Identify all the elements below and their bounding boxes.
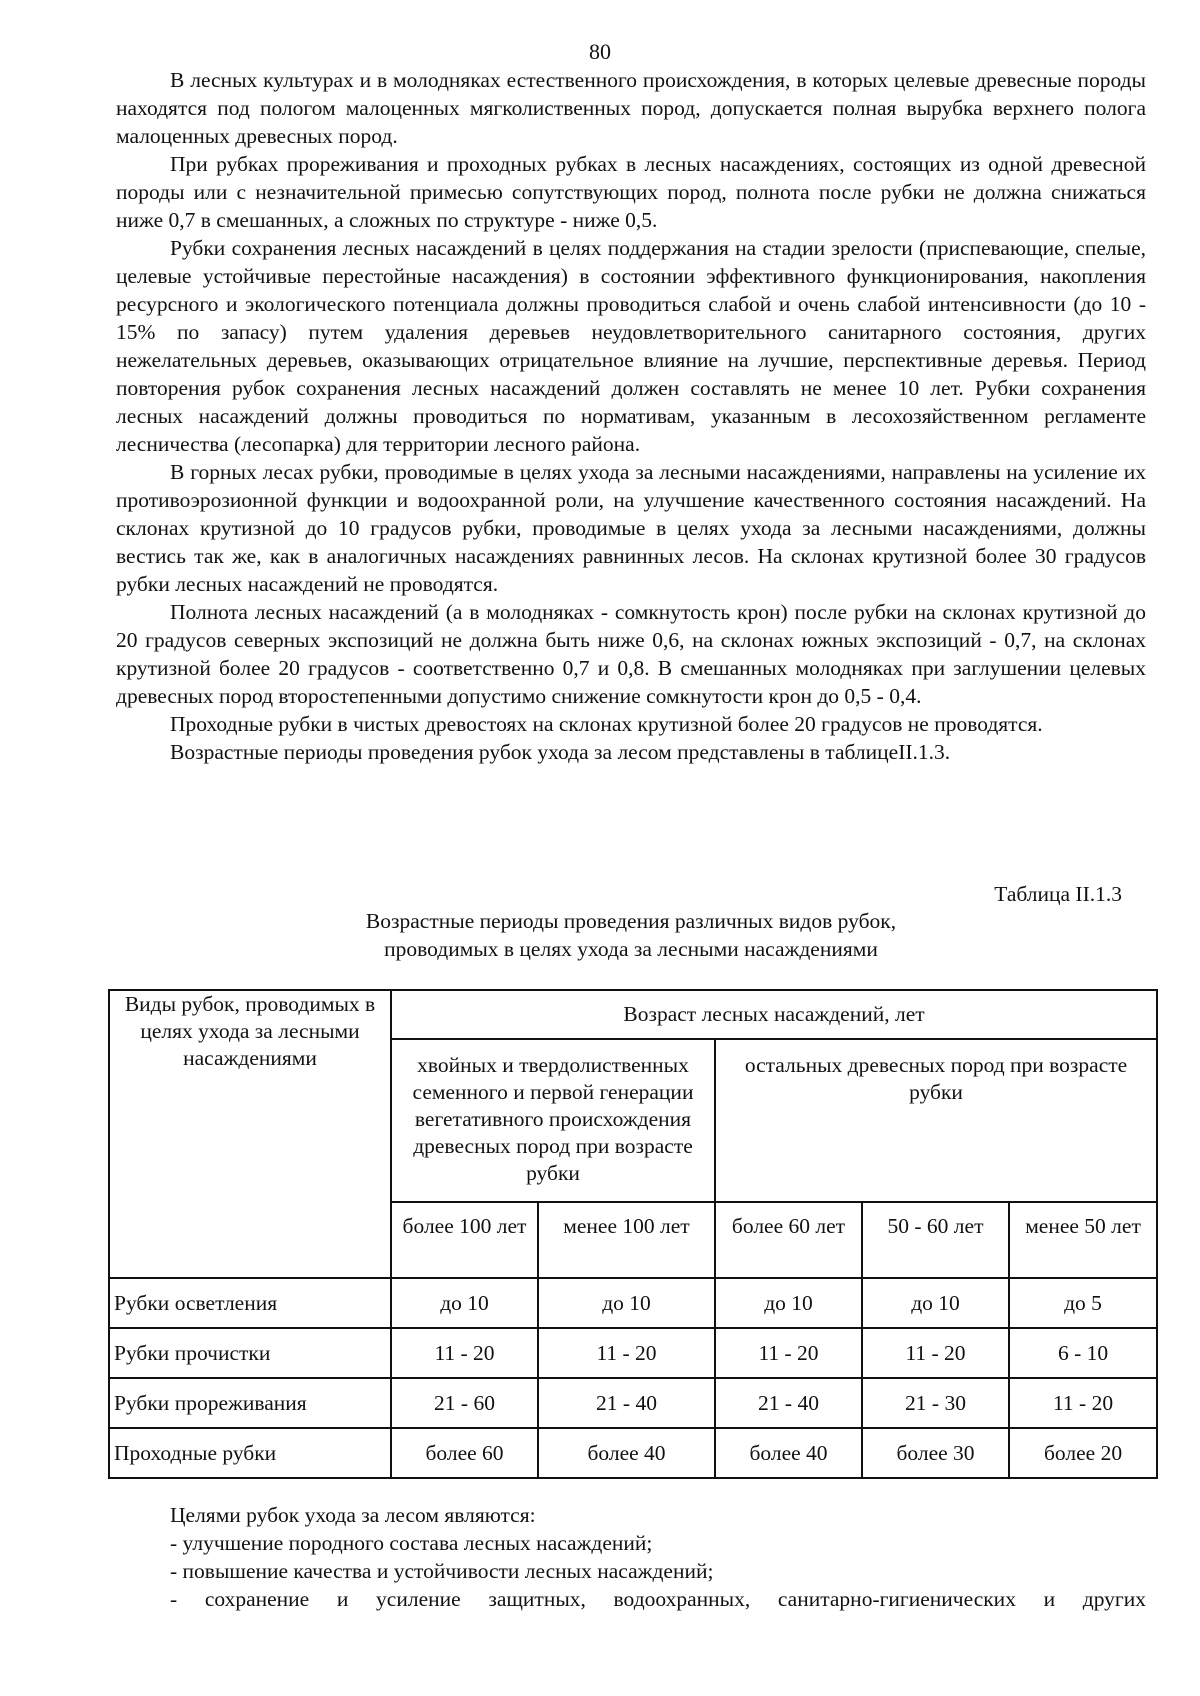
list-item: - повышение качества и устойчивости лесных насаждений; <box>170 1559 714 1583</box>
header-group-other: остальных древесных пород при возрасте рубки <box>715 1039 1157 1202</box>
body-text <box>116 66 1146 766</box>
table-cell: до 10 <box>538 1278 715 1328</box>
paragraph: Полнота лесных насаждений (а в молодняках - сомкнутость крон) после рубки на склонах крутизной до 20 градусов северных экспозиций не должна быть ниже 0,6, на склонах южных экспозиций - 0,7, на склонах крутизной более 20 градусов - соответственно 0,7 и 0,8. В смешанных молодняках при заглушении целевых древесных пород второстепенными допустимо снижение сомкнутости крон до 0,5 - 0,4. <box>116 600 1146 708</box>
paragraph: Проходные рубки в чистых древостоях на склонах крутизной более 20 градусов не проводятся. <box>170 712 1043 736</box>
table-caption <box>116 907 1146 963</box>
subheader-cell: более 60 лет <box>715 1202 862 1278</box>
table-row <box>109 1428 1157 1478</box>
table-cell: более 20 <box>1009 1428 1157 1478</box>
list-item: - сохранение и усиление защитных, водоохранных, санитарно-гигиенических и других <box>170 1587 1146 1611</box>
table-cell: 11 - 20 <box>538 1328 715 1378</box>
subheader-cell: менее 50 лет <box>1009 1202 1157 1278</box>
header-forest-age: Возраст лесных насаждений, лет <box>391 990 1157 1039</box>
table-cell: 21 - 40 <box>715 1378 862 1428</box>
paragraph: В лесных культурах и в молодняках естественного происхождения, в которых целевые древесные породы находятся под пологом малоценных мягколиственных пород, допускается полная вырубка верхнего полога малоценных древесных пород. <box>116 68 1146 148</box>
table-cell: 11 - 20 <box>715 1328 862 1378</box>
table-cell: 11 - 20 <box>1009 1378 1157 1428</box>
table-header-row <box>109 990 1157 1039</box>
table-cell: до 10 <box>715 1278 862 1328</box>
table-cell: до 10 <box>391 1278 538 1328</box>
paragraph: В горных лесах рубки, проводимые в целях ухода за лесными насаждениями, направлены на усиление их противоэрозионной функции и водоохранной роли, на улучшение качественного состояния насаждений. На склонах крутизной до 10 градусов рубки, проводимые в целях ухода за лесными насаждениями, должны вестись так же, как в аналогичных насаждениях равнинных лесов. На склонах крутизной более 30 градусов рубки лесных насаждений не проводятся. <box>116 460 1146 596</box>
table-cell: до 5 <box>1009 1278 1157 1328</box>
table-cell: более 40 <box>538 1428 715 1478</box>
table-cell: 6 - 10 <box>1009 1328 1157 1378</box>
row-label: Рубки прореживания <box>109 1378 391 1428</box>
goals-list <box>116 1501 1146 1613</box>
table-cell: 11 - 20 <box>391 1328 538 1378</box>
row-label: Рубки осветления <box>109 1278 391 1328</box>
goals-intro: Целями рубок ухода за лесом являются: <box>170 1503 536 1527</box>
row-label: Проходные рубки <box>109 1428 391 1478</box>
page-number: 80 <box>589 39 611 64</box>
cutting-age-table <box>108 989 1158 1479</box>
table-caption-line: Возрастные периоды проведения различных видов рубок, <box>365 909 897 933</box>
table-cell: более 40 <box>715 1428 862 1478</box>
header-group-conifer: хвойных и твердолиственных семенного и первой генерации вегетативного происхождения древесных пород при возрасте рубки <box>391 1039 715 1202</box>
table-cell: 21 - 60 <box>391 1378 538 1428</box>
table-row <box>109 1278 1157 1328</box>
table-row <box>109 1328 1157 1378</box>
paragraph: Возрастные периоды проведения рубок ухода за лесом представлены в таблицеII.1.3. <box>170 740 951 764</box>
header-cutting-kind: Виды рубок, проводимых в целях ухода за лесными насаждениями <box>109 990 391 1278</box>
table-cell: 11 - 20 <box>862 1328 1009 1378</box>
subheader-cell: 50 - 60 лет <box>862 1202 1009 1278</box>
table-cell: 21 - 40 <box>538 1378 715 1428</box>
paragraph: Рубки сохранения лесных насаждений в целях поддержания на стадии зрелости (приспевающие, спелые, целевые устойчивые перестойные насаждения) в состоянии эффективного функционирования, накопления ресурсного и экологического потенциала должны проводиться слабой и очень слабой интенсивности (до 10 - 15% по запасу) путем удаления деревьев неудовлетворительного санитарного состояния, других нежелательных деревьев, оказывающих отрицательное влияние на лучшие, перспективные деревья. Период повторения рубок сохранения лесных насаждений должен составлять не менее 10 лет. Рубки сохранения лесных насаждений должны проводиться по нормативам, указанным в лесохозяйственном регламенте лесничества (лесопарка) для территории лесного района. <box>116 236 1146 456</box>
table-caption-line: проводимых в целях ухода за лесными насаждениями <box>384 937 878 961</box>
table-row <box>109 1378 1157 1428</box>
list-item: - улучшение породного состава лесных насаждений; <box>170 1531 653 1555</box>
subheader-cell: более 100 лет <box>391 1202 538 1278</box>
table-cell: более 30 <box>862 1428 1009 1478</box>
table-cell: более 60 <box>391 1428 538 1478</box>
subheader-cell: менее 100 лет <box>538 1202 715 1278</box>
row-label: Рубки прочистки <box>109 1328 391 1378</box>
table-cell: до 10 <box>862 1278 1009 1328</box>
table-label: Таблица II.1.3 <box>994 882 1122 906</box>
paragraph: При рубках прореживания и проходных рубках в лесных насаждениях, состоящих из одной древесной породы или с незначительной примесью сопутствующих пород, полнота после рубки не должна снижаться ниже 0,7 в смешанных, а сложных по структуре - ниже 0,5. <box>116 152 1146 232</box>
table-cell: 21 - 30 <box>862 1378 1009 1428</box>
